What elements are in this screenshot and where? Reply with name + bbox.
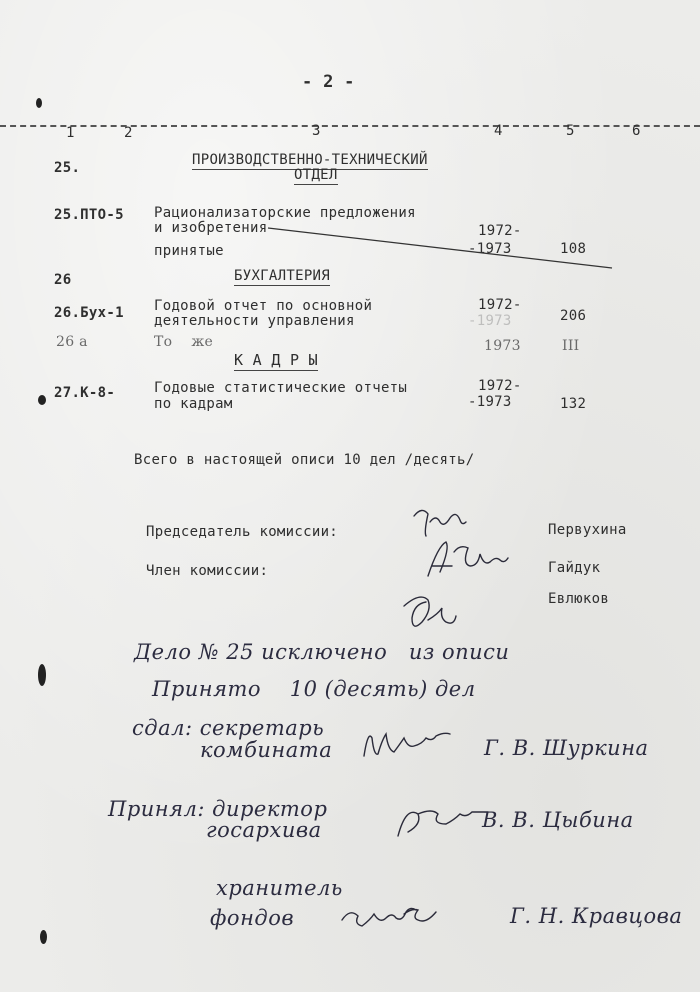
section-number: 25. (54, 160, 81, 176)
column-number: 6 (632, 123, 641, 139)
case-dates: -1973 (468, 241, 512, 257)
binding-hole (40, 930, 47, 944)
handwritten-name: В. В. Цыбина (482, 808, 634, 832)
handwritten-note: фондов (210, 906, 295, 930)
handwritten-note: комбината (200, 738, 333, 762)
binding-hole (36, 98, 42, 108)
case-title: Годовые статистические отчеты (154, 380, 408, 396)
column-number: 2 (124, 125, 133, 141)
chair-name: Первухина (548, 522, 627, 538)
case-title: деятельности управления (154, 313, 355, 329)
case-dates: 1972- (478, 378, 522, 394)
column-number: 5 (566, 123, 575, 139)
chair-label: Председатель комиссии: (146, 524, 339, 540)
case-sheets: 132 (560, 396, 587, 412)
case-title: То же (154, 334, 214, 350)
member-name: Гайдук (548, 560, 601, 576)
case-dates: 1972- (478, 223, 522, 239)
case-id: 26 а (56, 334, 88, 350)
binding-hole (38, 664, 46, 686)
handwritten-name: Г. В. Шуркина (484, 736, 649, 760)
case-title: Годовой отчет по основной (154, 298, 373, 314)
handwritten-note: госархива (206, 818, 322, 842)
case-id: 26.Бух-1 (54, 305, 124, 321)
handwritten-note: хранитель (216, 876, 343, 900)
binding-hole (38, 395, 46, 405)
case-sheets: III (562, 338, 580, 354)
case-dates: 1972- (478, 297, 522, 313)
case-sheets: 206 (560, 308, 587, 324)
column-number: 4 (494, 123, 503, 139)
case-title: Рационализаторские предложения (154, 205, 416, 221)
total-count: Всего в настоящей описи 10 дел /десять/ (134, 452, 475, 468)
section-number: 26 (54, 272, 72, 288)
case-title: принятые (154, 243, 224, 259)
case-title: по кадрам (154, 396, 233, 412)
case-dates: -1973 (468, 394, 512, 410)
section-title: ПРОИЗВОДСТВЕННО-ТЕХНИЧЕСКИЙ (192, 152, 428, 168)
section-title: К А Д Р Ы (234, 351, 318, 369)
column-number: 1 (66, 125, 75, 141)
section-title: ОТДЕЛ (294, 167, 338, 183)
handwritten-note: Дело № 25 исключено из описи (134, 640, 510, 664)
handwritten-note: Принято 10 (десять) дел (152, 677, 476, 701)
case-dates: -1973 (468, 313, 512, 329)
member-name: Евлюков (548, 591, 610, 607)
handwritten-note: сдал: секретарь (132, 716, 325, 740)
handwritten-note: Принял: директор (108, 797, 328, 821)
page-number: - 2 - (302, 72, 355, 92)
case-dates: 1973 (484, 338, 521, 354)
case-id: 27.К-8- (54, 385, 116, 401)
section-title: БУХГАЛТЕРИЯ (234, 268, 331, 284)
handwritten-name: Г. Н. Кравцова (510, 904, 683, 928)
case-sheets: 108 (560, 241, 587, 257)
member-label: Член комиссии: (146, 563, 269, 579)
case-id: 25.ПТО-5 (54, 207, 124, 223)
case-title: и изобретения (154, 220, 268, 236)
column-number: 3 (312, 123, 321, 139)
